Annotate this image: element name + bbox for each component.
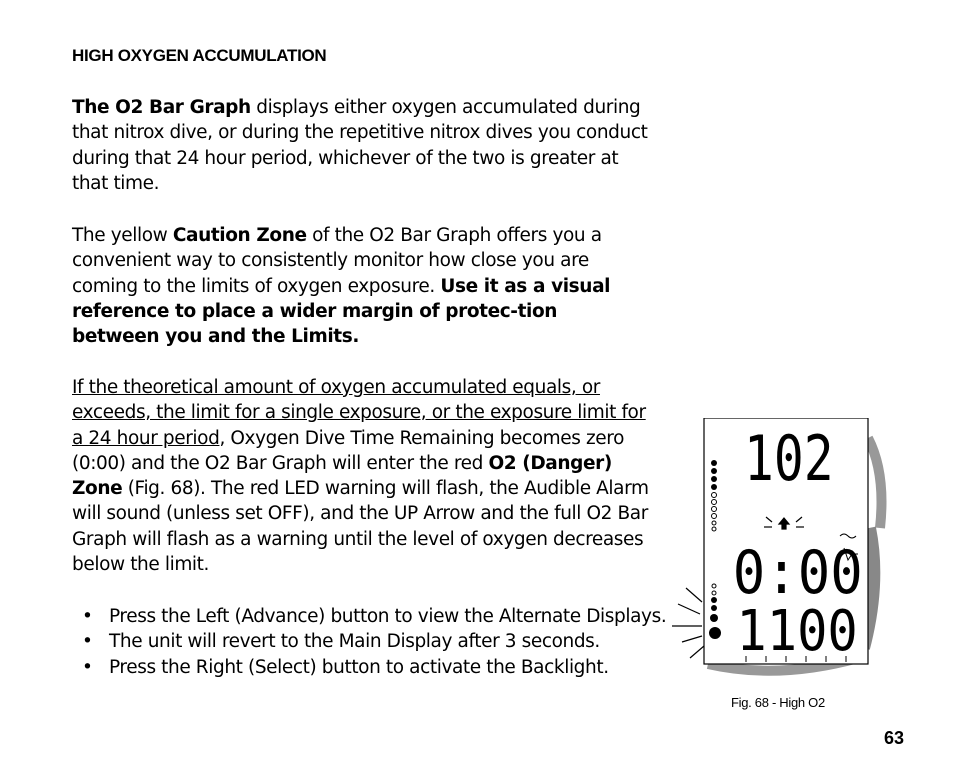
instruction-list	[82, 604, 672, 680]
list-item	[82, 604, 672, 629]
paragraph-caution-zone	[72, 223, 650, 349]
paragraph-text: , Oxygen Dive Time Remaining becomes zero (0:00) and the O2 Bar Graph will enter the red	[72, 427, 625, 474]
page-number: 63	[884, 728, 905, 748]
list-item	[82, 629, 672, 654]
underlined-condition: If the theoretical amount of oxygen accumulated equals, or exceeds, the limit for a single exposure, or the exposure limit for a 24 hour period	[72, 377, 646, 449]
paragraph-danger-zone	[72, 375, 650, 577]
bullet-icon: •	[82, 656, 93, 678]
lcd-dive-computer-display-icon	[668, 418, 888, 680]
bold-lead: The O2 Bar Graph	[72, 97, 251, 118]
lcd-display-figure	[668, 418, 888, 680]
paragraph-text: The yellow	[72, 225, 173, 246]
time-value: 0:00	[732, 538, 863, 608]
paragraph-o2-bar-graph	[72, 95, 650, 196]
section-heading: HIGH OXYGEN ACCUMULATION	[72, 46, 327, 65]
bullet-icon: •	[82, 631, 93, 653]
top-value: 102	[744, 423, 834, 496]
list-item-text: Press the Right (Select) button to activate the Backlight.	[109, 656, 609, 678]
figure-caption: Fig. 68 - High O2	[731, 695, 825, 710]
paragraph-text: displays either oxygen accumulated during that nitrox dive, or during the repetitive nitrox dives you conduct during that 24 hour period, whichever of the two is greater at that time.	[72, 97, 648, 194]
bold-emphasis: Use it as a visual reference to place a wider margin of protec-tion between you and the Limits.	[72, 275, 611, 348]
list-item	[82, 655, 672, 680]
list-item-text: The unit will revert to the Main Display after 3 seconds.	[109, 631, 600, 653]
paragraph-text: of the O2 Bar Graph offers you a convenient way to consistently monitor how close you are coming to the limits of oxygen exposure.	[72, 225, 602, 297]
bold-term-caution-zone: Caution Zone	[172, 225, 307, 246]
paragraph-text: (Fig. 68). The red LED warning will flash, the Audible Alarm will sound (unless set OFF), and the UP Arrow and the full O2 Bar Graph will flash as a warning until the level of oxygen decreases below the limit.	[72, 478, 649, 576]
bold-term-danger-zone: O2 (Danger) Zone	[72, 452, 612, 500]
list-item-text: Press the Left (Advance) button to view the Alternate Displays.	[109, 606, 667, 627]
bottom-value: 1100	[736, 598, 858, 664]
bullet-icon: •	[82, 606, 93, 627]
